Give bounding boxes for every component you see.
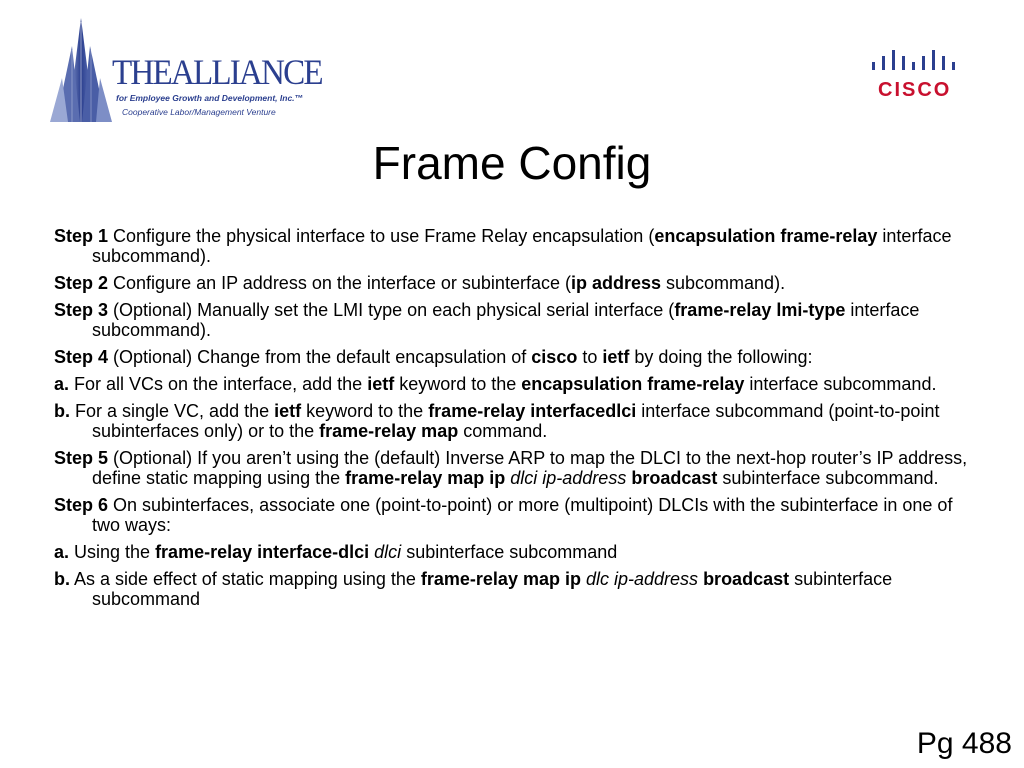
step-6b: b. As a side effect of static mapping using the frame-relay map ip dlc ip-address broadcast subinterface subcommand (54, 569, 893, 609)
cisco-logo (866, 44, 962, 102)
step-4b: b. For a single VC, add the ietf keyword to the frame-relay interfacedlci interface subcommand (point-to-point subinterfaces only) or to the frame-relay map command. (54, 401, 940, 441)
step-1: Step 1 Configure the physical interface to use Frame Relay encapsulation (encapsulation frame-relay interface subcommand). (54, 226, 952, 266)
step-3: Step 3 (Optional) Manually set the LMI type on each physical serial interface (frame-relay lmi-type interface subcommand). (54, 300, 920, 340)
step-label: Step 6 (54, 495, 109, 515)
step-label: Step 5 (54, 448, 109, 468)
step-label: b. (54, 401, 70, 421)
alliance-wordmark: THEALLIANCE (112, 52, 322, 92)
step-label: Step 2 (54, 273, 109, 293)
alliance-logo (50, 18, 322, 126)
slide-title: Frame Config (372, 137, 652, 189)
step-label: b. (54, 569, 70, 589)
step-label: Step 1 (54, 226, 109, 246)
step-2: Step 2 Configure an IP address on the interface or subinterface (ip address subcommand). (54, 273, 786, 293)
cisco-bars-icon (870, 44, 956, 74)
step-label: a. (54, 374, 70, 394)
alliance-spire-icon (50, 18, 112, 126)
cisco-wordmark: CISCO (878, 79, 952, 101)
step-label: Step 3 (54, 300, 109, 320)
step-4: Step 4 (Optional) Change from the default encapsulation of cisco to ietf by doing the following: (54, 347, 813, 367)
step-4a: a. For all VCs on the interface, add the ietf keyword to the encapsulation frame-relay interface subcommand. (54, 374, 937, 394)
alliance-subtagline: Cooperative Labor/Management Venture (122, 107, 276, 117)
step-label: a. (54, 542, 70, 562)
page-number: Pg 488 (916, 727, 1012, 760)
step-6a: a. Using the frame-relay interface-dlci dlci subinterface subcommand (54, 542, 618, 562)
step-label: Step 4 (54, 347, 109, 367)
alliance-tagline: for Employee Growth and Development, Inc.™ (116, 93, 304, 103)
step-5: Step 5 (Optional) If you aren’t using the (default) Inverse ARP to map the DLCI to the next-hop router’s IP address, define static mapping using the frame-relay map ip dlci ip-address broadcast subinterface subcommand. (54, 448, 968, 488)
steps-list (54, 226, 984, 616)
step-6: Step 6 On subinterfaces, associate one (point-to-point) or more (multipoint) DLCIs with the subinterface in one of two ways: (54, 495, 953, 535)
